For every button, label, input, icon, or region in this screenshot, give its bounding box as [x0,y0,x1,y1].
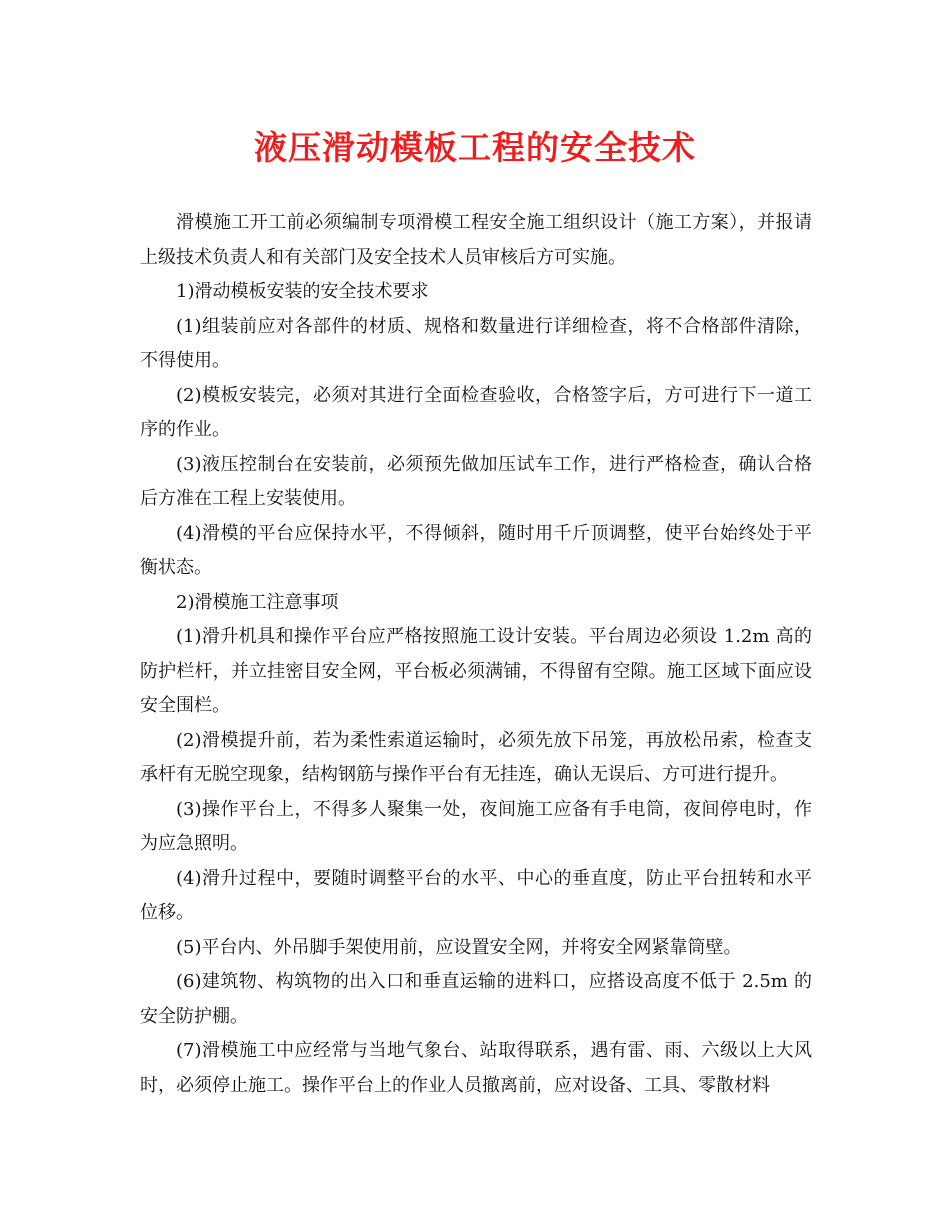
paragraph-precaution-5: (5)平台内、外吊脚手架使用前，应设置安全网，并将安全网紧靠筒壁。 [176,936,742,958]
section-heading-precautions: 2)滑模施工注意事项 [176,591,339,613]
paragraph-installation-4: (4)滑模的平台应保持水平，不得倾斜，随时用千斤顶调整，使平台始终处于平衡状态。 [140,522,812,578]
paragraph-precaution-4: (4)滑升过程中，要随时调整平台的水平、中心的垂直度，防止平台扭转和水平位移。 [140,867,812,923]
paragraph-precaution-6: (6)建筑物、构筑物的出入口和垂直运输的进料口，应搭设高度不低于 2.5m 的安全防护棚。 [140,971,812,1027]
section-heading-installation: 1)滑动模板安装的安全技术要求 [176,281,429,302]
page-title: 液压滑动模板工程的安全技术 [254,128,696,167]
paragraph-precaution-7: (7)滑模施工中应经常与当地气象台、站取得联系，遇有雷、雨、六级以上大风时，必须停止施工。操作平台上的作业人员撤离前，应对设备、工具、零散材料 [140,1040,812,1096]
paragraph-intro: 滑模施工开工前必须编制专项滑模工程安全施工组织设计（施工方案），并报请上级技术负责人和有关部门及安全技术人员审核后方可实施。 [140,212,812,268]
paragraph-installation-1: (1)组装前应对各部件的材质、规格和数量进行详细检查，将不合格部件清除，不得使用。 [140,315,812,371]
paragraph-precaution-2: (2)滑模提升前，若为柔性索道运输时，必须先放下吊笼，再放松吊索，检查支承杆有无脱空现象，结构钢筋与操作平台有无挂连，确认无误后、方可进行提升。 [140,729,812,785]
paragraph-installation-3: (3)液压控制台在安装前，必须预先做加压试车工作，进行严格检查，确认合格后方准在工程上安装使用。 [140,453,812,509]
paragraph-precaution-1: (1)滑升机具和操作平台应严格按照施工设计安装。平台周边必须设 1.2m 高的防护栏杆，并立挂密目安全网，平台板必须满铺，不得留有空隙。施工区域下面应设安全围栏。 [140,626,812,716]
document-body [140,206,812,1103]
paragraph-installation-2: (2)模板安装完，必须对其进行全面检查验收，合格签字后，方可进行下一道工序的作业。 [140,384,812,440]
paragraph-precaution-3: (3)操作平台上，不得多人聚集一处，夜间施工应备有手电筒，夜间停电时，作为应急照明。 [140,798,812,854]
